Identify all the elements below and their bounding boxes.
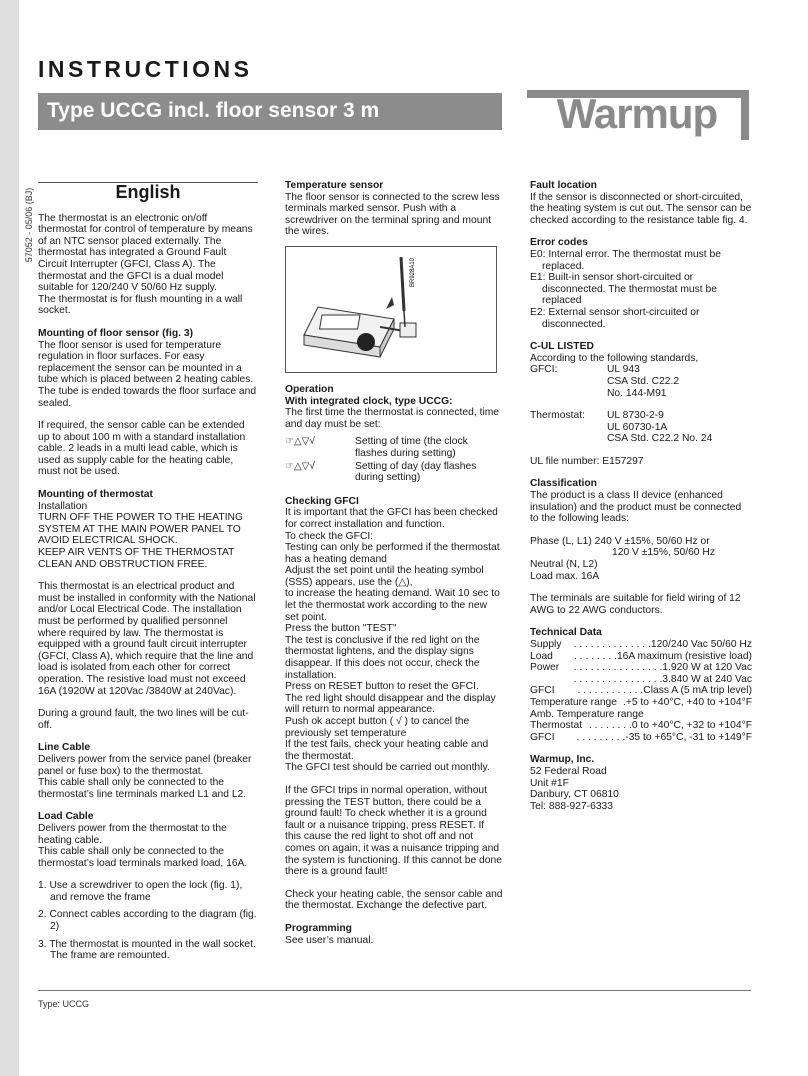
phase-spec: 120 V ±15%, 50/60 Hz: [612, 547, 715, 559]
paragraph: Testing can only be performed if the thermostat has a heating demand: [285, 542, 500, 565]
paragraph: The product is a class II device (enhanced insulation) and the product must be connected to the following leads:: [530, 490, 742, 525]
tech-row: Amb. Temperature range: [530, 708, 644, 720]
phone-line: Tel: 888-927-6333: [530, 800, 614, 812]
company-name: Warmup, Inc.: [530, 754, 595, 766]
logo-text: Warmup: [556, 90, 718, 137]
tech-row: GFCI . . . . . . . . . . . .Class A (5 mA trip level): [530, 685, 752, 697]
section-heading: Temperature sensor: [285, 180, 384, 191]
paragraph: If the sensor is disconnected or short-circuited, the heating system is cut out. The sensor can be checked according to the resistance table fig. 4.: [530, 191, 752, 226]
error-code: E1: Built-in sensor short-circuited or disconnected. The thermostat must be replaced: [530, 272, 717, 307]
section-heading: Programming: [285, 922, 352, 934]
footer-divider: [38, 990, 751, 991]
section-heading: Line Cable: [38, 742, 91, 754]
section-heading: Load Cable: [38, 811, 94, 823]
paragraph: The floor sensor is used for temperature regulation in floor surfaces. For easy replacement the sensor can be mounted in a tube which is placed between 2 heating cables. The tube is ended towards the floor surface and sealed.: [38, 339, 257, 409]
paragraph: During a ground fault, the two lines will be cut-off.: [38, 708, 249, 731]
ul-file-number: UL file number: E157297: [530, 455, 644, 467]
address-line: 52 Federal Road: [530, 765, 607, 777]
tech-row: . . . . . . . . . . . . . . . .3.840 W at 240 Vac: [573, 673, 752, 685]
list-item: 1. Use a screwdriver to open the lock (fig. 1), and remove the frame: [38, 880, 243, 903]
figure-code: BR928A10: [410, 257, 416, 287]
paragraph: Delivers power from the thermostat to the heating cable.: [38, 822, 227, 846]
sensor-illustration: [286, 247, 496, 372]
intro-text-2: The thermostat is for flush mounting in a wall socket.: [38, 293, 243, 317]
section-heading: C-UL LISTED: [530, 341, 594, 353]
paragraph: The first time the thermostat is connected, time and day must be set:: [285, 407, 500, 430]
list-item: 3. The thermostat is mounted in the wall socket. The frame are remounted.: [38, 938, 256, 962]
section-heading: Technical Data: [530, 627, 602, 639]
warning-text: KEEP AIR VENTS OF THE THERMOSTAT CLEAN AND OBSTRUCTION FREE.: [38, 547, 235, 570]
paragraph: The test is conclusive if the red light on the thermostat lightens, and the display signs disappear. If this does not occur, check the installation.: [285, 634, 480, 681]
tech-row: Load . . . . . . . .16A maximum (resistive load): [530, 650, 752, 662]
warmup-logo: [525, 84, 751, 146]
paragraph: This cable shall only be connected to the thermostat’s line terminals marked L1 and L2.: [38, 777, 247, 800]
address-line: Danbury, CT 06810: [530, 789, 619, 801]
section-heading: Checking GFCI: [285, 495, 359, 507]
paragraph: This cable shall only be connected to the thermostat’s load terminals marked load, 16A.: [38, 846, 248, 869]
neutral-spec: Neutral (N, L2): [530, 559, 598, 571]
warning-text: TURN OFF THE POWER TO THE HEATING SYSTEM AT THE MAIN POWER PANEL TO AVOID ELECTRICAL SHOCK.: [38, 512, 243, 547]
tech-row: GFCI . . . . . . . . .-35 to +65°C, -31 to +149°F: [530, 731, 752, 743]
tech-row: Supply . . . . . . . . . . . . . .120/240 Vac 50/60 Hz: [530, 639, 752, 650]
tech-row: Thermostat . . . . . . . .0 to +40°C, +32 to +104°F: [530, 720, 752, 732]
time-setting-row: [285, 436, 503, 459]
paragraph: to increase the heating demand. Wait 10 sec to let the thermostat work according to the new set point.: [285, 588, 500, 623]
paragraph: According to the following standards,: [530, 352, 699, 364]
paragraph: Adjust the set point until the heating symbol (SSS) appears, use the (△),: [285, 565, 484, 588]
document-code: 57052 - 05/06 (BJ): [24, 187, 34, 263]
column-1: [38, 182, 258, 962]
address-line: Unit #1F: [530, 777, 569, 789]
left-margin-bar: [0, 0, 19, 1076]
paragraph: The GFCI test should be carried out monthly.: [285, 762, 490, 774]
paragraph: See user’s manual.: [285, 934, 374, 946]
paragraph: If the GFCI trips in normal operation, without pressing the TEST button, there could be a ground fault! To check whether it is a ground fault or a nuisance tripping, press RESET. If this cause the red light to shot off and not comes on again, it was a nuisance tripping and the system is functioning. If this cannot be done there is a ground fault!: [285, 784, 502, 878]
column-2: [285, 180, 503, 946]
paragraph: This thermostat is an electrical product and must be installed in conformity with the National and/or Local Electrical Code. The installation must be performed by qualified personnel where required by law. The thermostat is equipped with a ground fault circuit interrupter (GFCI, Class A), which require that the line and load is isolated from each other for correct operation. The resistive load must not exceed 16A (1920W at 120Vac /3840W at 240Vac).: [38, 581, 256, 697]
thermostat-standards: Thermostat: UL 8730-2-9 UL 60730-1A CSA Std. C22.2 No. 24: [530, 410, 713, 445]
paragraph: To check the GFCI:: [285, 530, 374, 542]
paragraph: If required, the sensor cable can be extended up to about 100 m with a standard installation cable. 2 leads in a multi lead cable, which is used as supply cable for the heating cable, must not be used.: [38, 420, 246, 478]
tech-row: Temperature range .+5 to +40°C, +40 to +104°F: [530, 696, 752, 708]
column-3: [530, 180, 752, 812]
subtitle: Type UCCG incl. floor sensor 3 m: [47, 99, 380, 122]
section-heading: Mounting of floor sensor (fig. 3): [38, 327, 194, 339]
section-heading: Classification: [530, 478, 597, 490]
paragraph: The terminals are suitable for field wiring of 12 AWG to 22 AWG conductors.: [530, 593, 741, 616]
button-sequence-icon: ☞△▽√: [285, 460, 315, 472]
paragraph: Press the button "TEST": [285, 623, 397, 635]
error-code: E0: Internal error. The thermostat must be replaced.: [530, 248, 721, 272]
paragraph: The floor sensor is connected to the screw less terminals marked sensor. Push with a screwdriver on the terminal spring and mount the wires.: [285, 191, 500, 238]
paragraph: Press on RESET button to reset the GFCI.: [285, 681, 479, 693]
list-item: 2. Connect cables according to the diagram (fig. 2): [38, 909, 257, 933]
paragraph: Setting of day (day flashes during setting): [355, 460, 477, 484]
phase-spec: Phase (L, L1) 240 V ±15%, 50/60 Hz or: [530, 535, 710, 547]
gfci-standards: GFCI: UL 943 CSA Std. C22.2 No. 144-M91: [530, 364, 680, 399]
paragraph: Installation: [38, 500, 88, 512]
paragraph: Delivers power from the service panel (breaker panel or fuse box) to the thermostat.: [38, 753, 252, 777]
sub-heading: With integrated clock, type UCCG:: [285, 395, 453, 407]
sensor-figure: [285, 246, 497, 373]
paragraph: It is important that the GFCI has been checked for correct installation and function.: [285, 507, 498, 530]
footer-text: Type: UCCG: [38, 999, 90, 1009]
section-heading: Mounting of thermostat: [38, 489, 153, 501]
section-heading: Error codes: [530, 237, 588, 249]
section-heading: Fault location: [530, 180, 597, 191]
error-code: E2: External sensor short-circuited or disconnected.: [530, 306, 700, 330]
page-heading: INSTRUCTIONS: [38, 56, 253, 82]
tech-data-list: [530, 639, 752, 743]
subtitle-banner: [38, 93, 502, 130]
paragraph: Push ok accept button ( √ ) to cancel the previously set temperature: [285, 716, 470, 739]
paragraph: Check your heating cable, the sensor cable and the thermostat. Exchange the defective part.: [285, 888, 503, 912]
load-spec: Load max. 16A: [530, 570, 600, 582]
paragraph: If the test fails, check your heating cable and the thermostat.: [285, 739, 489, 762]
language-heading: English: [115, 182, 181, 202]
tech-row: Power . . . . . . . . . . . . . . . .1.920 W at 120 Vac: [530, 662, 752, 674]
paragraph: Setting of time (the clock flashes during setting): [355, 436, 468, 459]
intro-text: The thermostat is an electronic on/off thermostat for control of temperature by means of an NTC sensor placed externally. The thermostat has integrated a Ground Fault Circuit Interrupter (GFCI, Class A). The thermostat and the GFCI is a dual model suitable for 120/240 V 50/60 Hz supply.: [38, 212, 253, 294]
section-heading: Operation: [285, 383, 334, 395]
button-sequence-icon: ☞△▽√: [285, 436, 315, 448]
paragraph: The red light should disappear and the display will return to normal appearance.: [285, 692, 496, 716]
day-setting-row: [285, 461, 503, 484]
